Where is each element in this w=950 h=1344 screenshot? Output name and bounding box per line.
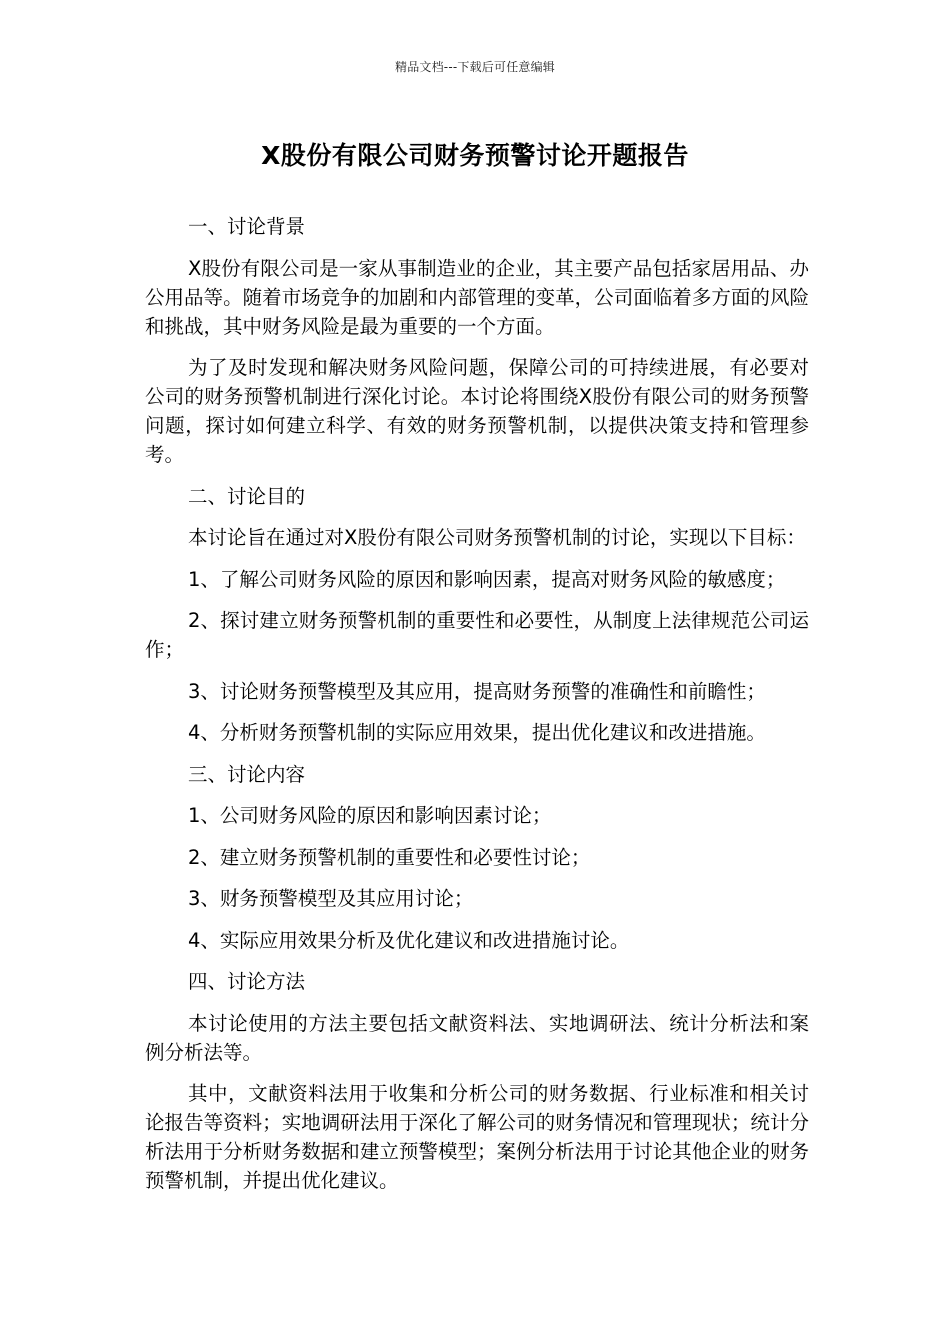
section-heading-method: 四、讨论方法 (188, 970, 306, 993)
paragraph: 本讨论旨在通过对X股份有限公司财务预警机制的讨论，实现以下目标： (188, 526, 806, 549)
document-title: X股份有限公司财务预警讨论开题报告 (261, 141, 689, 170)
paragraph: 为了及时发现和解决财务风险问题，保障公司的可持续进展，有必要对公司的财务预警机制进行深化讨论。本讨论将围绕X股份有限公司的财务预警问题，探讨如何建立科学、有效的财务预警机制，以提供决策支持和管理参考。 (145, 356, 809, 466)
document-body (145, 212, 809, 1208)
list-item: 2、探讨建立财务预警机制的重要性和必要性，从制度上法律规范公司运作； (145, 609, 809, 661)
list-item: 1、公司财务风险的原因和影响因素讨论； (188, 804, 552, 827)
page-header: 精品文档---下载后可任意编辑 (395, 60, 555, 74)
list-item: 2、建立财务预警机制的重要性和必要性讨论； (188, 845, 591, 869)
list-item: 1、了解公司财务风险的原因和影响因素，提高对财务风险的敏感度； (188, 567, 786, 591)
paragraph: 其中，文献资料法用于收集和分析公司的财务数据、行业标准和相关讨论报告等资料；实地调研法用于深化了解公司的财务情况和管理现状；统计分析法用于分析财务数据和建立预警模型；案例分析法用于讨论其他企业的财务预警机制，并提出优化建议。 (145, 1082, 809, 1192)
list-item: 4、实际应用效果分析及优化建议和改进措施讨论。 (188, 928, 630, 952)
list-item: 4、分析财务预警机制的实际应用效果，提出优化建议和改进措施。 (188, 721, 766, 744)
section-heading-background: 一、讨论背景 (188, 215, 306, 238)
paragraph: X股份有限公司是一家从事制造业的企业，其主要产品包括家居用品、办公用品等。随着市场竞争的加剧和内部管理的变革，公司面临着多方面的风险和挑战，其中财务风险是最为重要的一个方面。 (145, 256, 809, 338)
list-item: 3、财务预警模型及其应用讨论； (188, 887, 474, 910)
list-item: 3、讨论财务预警模型及其应用，提高财务预警的准确性和前瞻性； (188, 679, 766, 703)
paragraph: 本讨论使用的方法主要包括文献资料法、实地调研法、统计分析法和案例分析法等。 (145, 1011, 809, 1064)
section-heading-content: 三、讨论内容 (188, 762, 306, 786)
section-heading-purpose: 二、讨论目的 (188, 484, 306, 508)
